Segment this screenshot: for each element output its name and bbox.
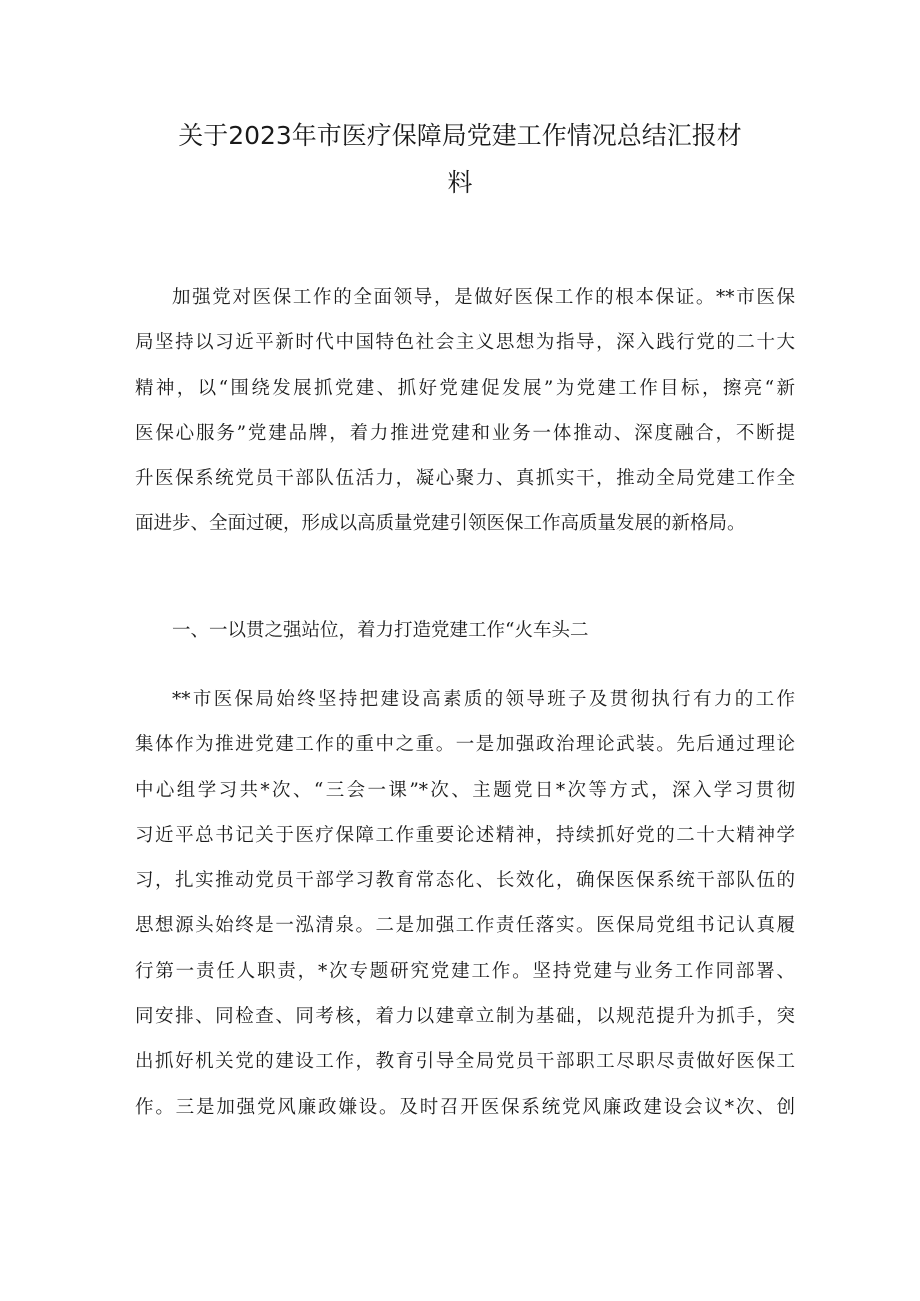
paragraph-line: 精神，以“围绕发展抓党建、抓好党建促发展”为党建工作目标，擦亮“新 <box>135 377 795 399</box>
paragraph-line: 习，扎实推动党员干部学习教育常态化、长效化，确保医保系统干部队伍的 <box>135 870 795 892</box>
title-line: 料 <box>447 168 473 197</box>
title-line: 关于2023年市医疗保障局党建工作情况总结汇报材 <box>178 121 742 150</box>
paragraph-line: 习近平总书记关于医疗保障工作重要论述精神，持续抓好党的二十大精神学 <box>135 824 795 846</box>
paragraph-line: 医保心服务”党建品牌，着力推进党建和业务一体推动、深度融合，不断提 <box>135 422 795 444</box>
paragraph-line: 局坚持以习近平新时代中国特色社会主义思想为指导，深入践行党的二十大 <box>135 332 795 354</box>
paragraph-line: **市医保局始终坚持把建设高素质的领导班子及贯彻执行有力的工作 <box>172 689 795 710</box>
paragraph-line: 中心组学习共*次、“三会一课”*次、主题党日*次等方式，深入学习贯彻 <box>135 779 795 801</box>
paragraph-line: 同安排、同检查、同考核，着力以建章立制为基础，以规范提升为抓手，突 <box>135 1006 795 1028</box>
document-title <box>130 112 790 206</box>
paragraph-line: 集体作为推进党建工作的重中之重。一是加强政治理论武装。先后通过理论 <box>135 734 795 756</box>
paragraph-line: 面进步、全面过硬，形成以高质量党建引领医保工作高质量发展的新格局。 <box>135 513 746 535</box>
paragraph-line: 加强党对医保工作的全面领导，是做好医保工作的根本保证。**市医保 <box>172 287 795 308</box>
paragraph-line: 行第一责任人职责，*次专题研究党建工作。坚持党建与业务工作同部署、 <box>135 960 795 982</box>
intro-paragraph <box>135 275 795 547</box>
section-heading <box>135 608 795 653</box>
paragraph-line: 思想源头始终是一泓清泉。二是加强工作责任落实。医保局党组书记认真履 <box>135 915 795 937</box>
section-heading-text: 一、一以贯之强站位，着力打造党建工作“火车头二 <box>172 620 589 641</box>
paragraph-line: 出抓好机关党的建设工作，教育引导全局党员干部职工尽职尽责做好医保工 <box>135 1051 795 1073</box>
section-paragraph <box>135 677 795 1130</box>
paragraph-line: 升医保系统党员干部队伍活力，凝心聚力、真抓实干，推动全局党建工作全 <box>135 468 795 490</box>
paragraph-line: 作。三是加强党风廉政嫌设。及时召开医保系统党风廉政建设会议*次、创 <box>135 1096 795 1118</box>
